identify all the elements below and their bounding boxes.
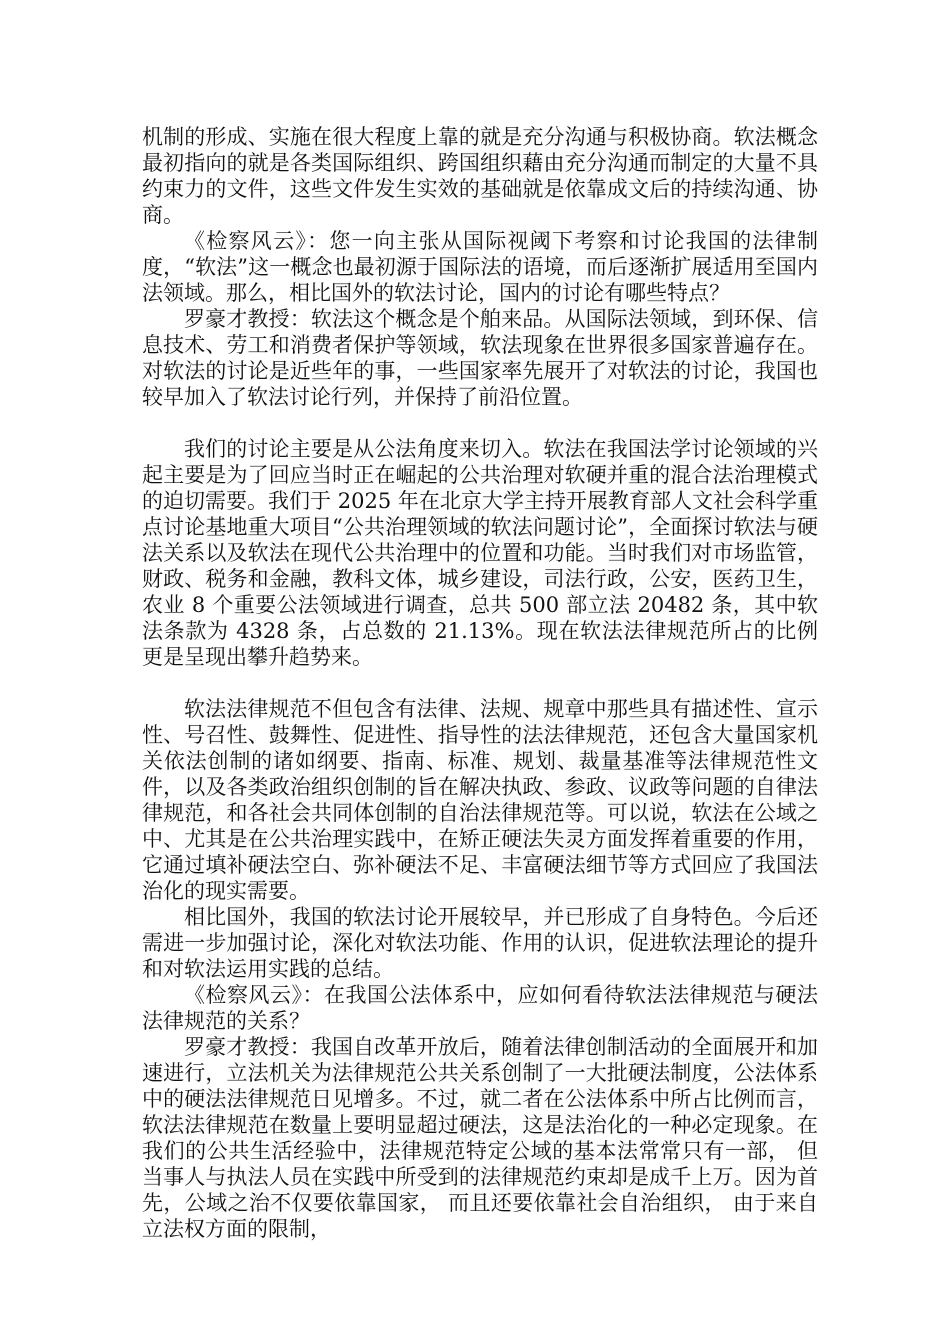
paragraph-research: 我们的讨论主要是从公法角度来切入。软法在我国法学讨论领域的兴起主要是为了回应当时正在崛起的公共治理对软硬并重的混合法治理模式的迫切需要。我们于 2025 年在北京大学主持开展教育部人文社会科学重点讨论基地重大项目“公共治理领域的软法问题讨论”，全面探讨软法与硬法关系以及软法在现代公共治理中的位置和功能。当时我们对市场监管，财政、税务和金融，教科文体，城乡建设，司法行政，公安，医药卫生，农业 8 个重要公法领域进行调查，总共 500 部立法 20482 条，其中软法条款为 4328 条，占总数的 21.13%。现在软法法律规范所占的比例更是呈现出攀升趋势来。 (142, 437, 818, 669)
paragraph-question-2: 《检察风云》：在我国公法体系中，应如何看待软法法律规范与硬法法律规范的关系？ (142, 983, 818, 1033)
paragraph-continuation: 机制的形成、实施在很大程度上靠的就是充分沟通与积极协商。软法概念最初指向的就是各类国际组织、跨国组织藉由充分沟通而制定的大量不具约束力的文件，这些文件发生实效的基础就是依靠成文后的持续沟通、协商。 (142, 125, 818, 227)
paragraph-answer-2: 罗豪才教授：我国自改革开放后，随着法律创制活动的全面展开和加速进行，立法机关为法律规范公共关系创制了一大批硬法制度，公法体系中的硬法法律规范日见增多。不过，就二者在公法体系中所占比例而言，软法法律规范在数量上要明显超过硬法，这是法治化的一种必定现象。在我们的公共生活经验中，法律规范特定公域的基本法常常只有一部， 但当事人与执法人员在实践中所受到的法律规范约束却是成千上万。因为首先，公域之治不仅要依靠国家， 而且还要依靠社会自治组织， 由于来自立法权方面的限制， (142, 1035, 818, 1241)
paragraph-soft-law-norms: 软法法律规范不但包含有法律、法规、规章中那些具有描述性、宣示性、号召性、鼓舞性、促进性、指导性的法法律规范，还包含大量国家机关依法创制的诸如纲要、指南、标准、规划、裁量基准等法律规范性文件，以及各类政治组织创制的旨在解决执政、参政、议政等问题的自律法律规范，和各社会共同体创制的自治法律规范等。可以说，软法在公域之中、尤其是在公共治理实践中，在矫正硬法失灵方面发挥着重要的作用，它通过填补硬法空白、弥补硬法不足、丰富硬法细节等方式回应了我国法治化的现实需要。 (142, 697, 818, 903)
paragraph-question-1: 《检察风云》：您一向主张从国际视阈下考察和讨论我国的法律制度，“软法”这一概念也最初源于国际法的语境，而后逐渐扩展适用至国内法领域。那么，相比国外的软法讨论，国内的讨论有哪些特点？ (142, 229, 818, 305)
paragraph-comparison: 相比国外，我国的软法讨论开展较早，并已形成了自身特色。今后还需进一步加强讨论，深化对软法功能、作用的认识，促进软法理论的提升和对软法运用实践的总结。 (142, 905, 818, 981)
document-body (142, 124, 818, 1242)
paragraph-answer-1: 罗豪才教授：软法这个概念是个舶来品。从国际法领域，到环保、信息技术、劳工和消费者保护等领域，软法现象在世界很多国家普遍存在。对软法的讨论是近些年的事，一些国家率先展开了对软法的讨论，我国也较早加入了软法讨论行列，并保持了前沿位置。 (142, 307, 818, 409)
